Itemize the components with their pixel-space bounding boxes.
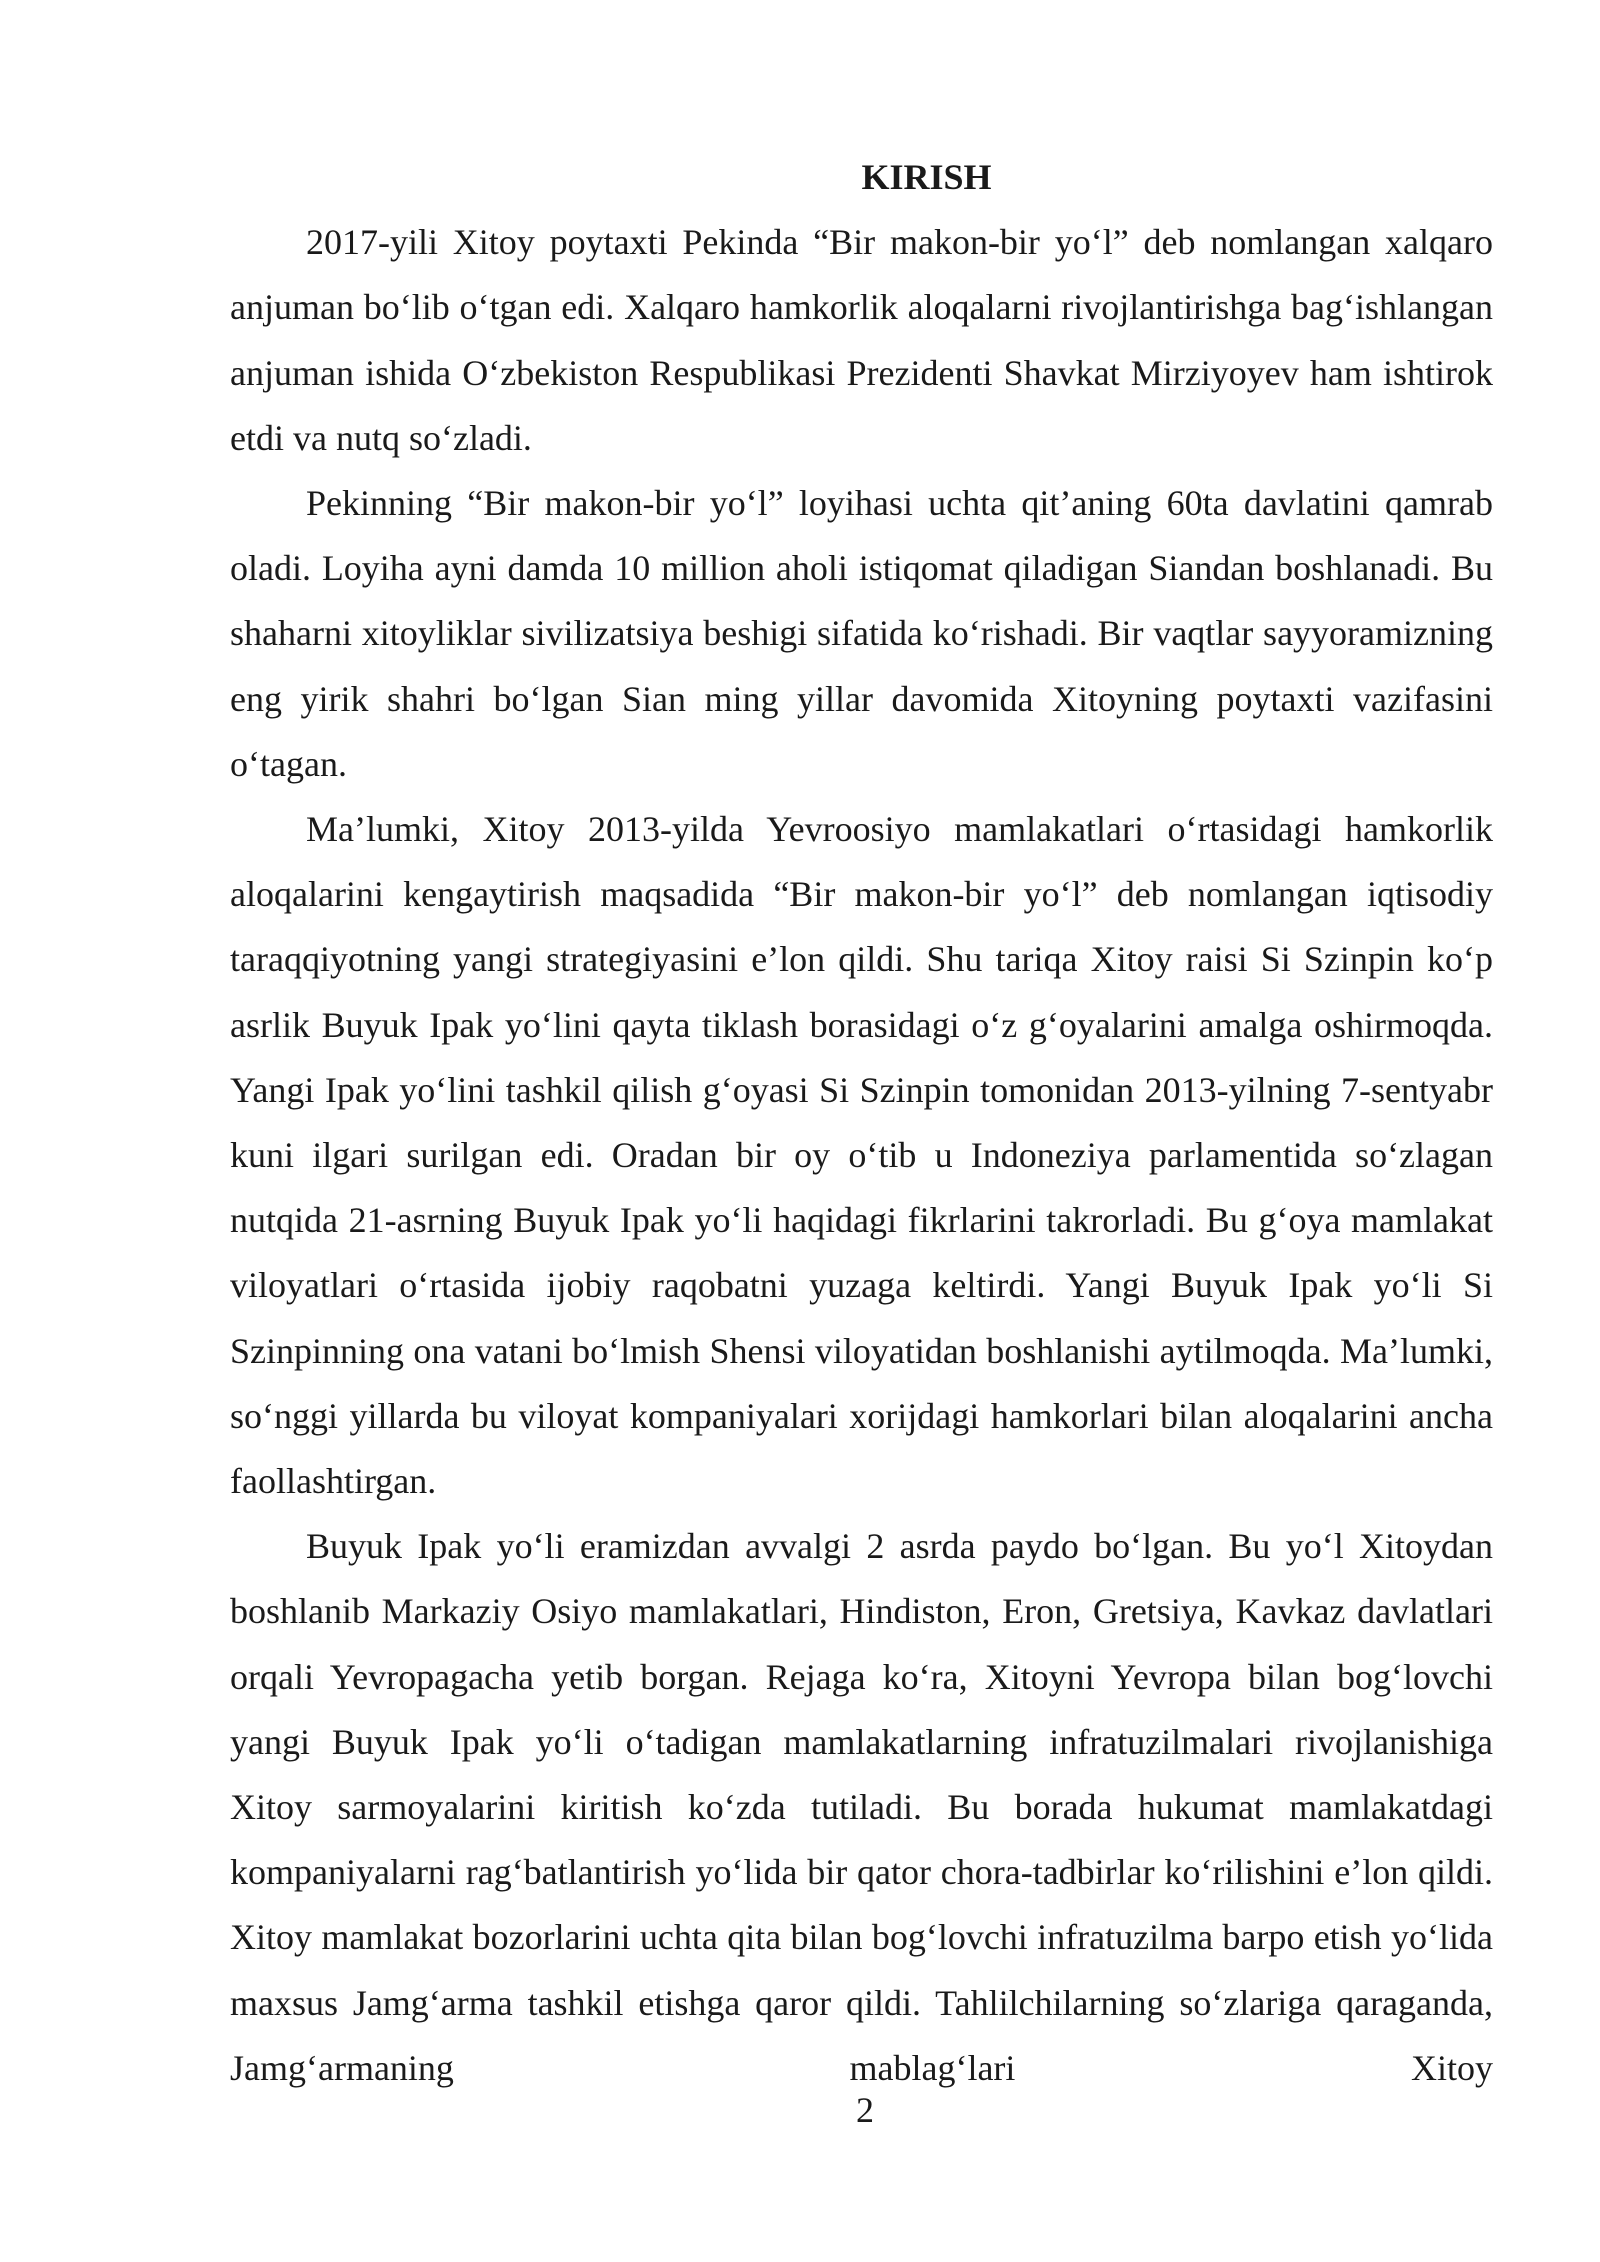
- document-body: [230, 145, 1493, 2101]
- section-heading: KIRISH: [861, 157, 992, 197]
- paragraph-4: Buyuk Ipak yo‘li eramizdan avvalgi 2 asrda paydo bo‘lgan. Bu yo‘l Xitoydan boshlanib Markaziy Osiyo mamlakatlari, Hindiston, Eron, Gretsiya, Kavkaz davlatlari orqali Yevropagacha yetib borgan. Rejaga ko‘ra, Xitoyni Yevropa bilan bog‘lovchi yangi Buyuk Ipak yo‘li o‘tadigan mamlakatlarning infratuzilmalari rivojlanishiga Xitoy sarmoyalarini kiritish ko‘zda tutiladi. Bu borada hukumat mamlakatdagi kompaniyalarni rag‘batlantirish yo‘lida bir qator chora-tadbirlar ko‘rilishini e’lon qildi. Xitoy mamlakat bozorlarini uchta qita bilan bog‘lovchi infratuzilma barpo etish yo‘lida maxsus Jamg‘arma tashkil etishga qaror qildi. Tahlilchilarning so‘zlariga qaraganda, Jamg‘armaning mablag‘lari Xitoy: [230, 1526, 1493, 2088]
- page-number: 2: [856, 2090, 874, 2130]
- paragraph-1: 2017-yili Xitoy poytaxti Pekinda “Bir makon-bir yo‘l” deb nomlangan xalqaro anjuman bo‘lib o‘tgan edi. Xalqaro hamkorlik aloqalarni rivojlantirishga bag‘ishlangan anjuman ishida O‘zbekiston Respublikasi Prezidenti Shavkat Mirziyoyev ham ishtirok etdi va nutq so‘zladi.: [230, 222, 1493, 458]
- paragraph-2: Pekinning “Bir makon-bir yo‘l” loyihasi uchta qit’aning 60ta davlatini qamrab oladi. Loyiha ayni damda 10 million aholi istiqomat qiladigan Siandan boshlanadi. Bu shaharni xitoyliklar sivilizatsiya beshigi sifatida ko‘rishadi. Bir vaqtlar sayyoramizning eng yirik shahri bo‘lgan Sian ming yillar davomida Xitoyning poytaxti vazifasini o‘tagan.: [230, 483, 1493, 784]
- paragraph-3: Ma’lumki, Xitoy 2013-yilda Yevroosiyo mamlakatlari o‘rtasidagi hamkorlik aloqalarini kengaytirish maqsadida “Bir makon-bir yo‘l” deb nomlangan iqtisodiy taraqqiyotning yangi strategiyasini e’lon qildi. Shu tariqa Xitoy raisi Si Szinpin ko‘p asrlik Buyuk Ipak yo‘lini qayta tiklash borasidagi o‘z g‘oyalarini amalga oshirmoqda. Yangi Ipak yo‘lini tashkil qilish g‘oyasi Si Szinpin tomonidan 2013-yilning 7-sentyabr kuni ilgari surilgan edi. Oradan bir oy o‘tib u Indoneziya parlamentida so‘zlagan nutqida 21-asrning Buyuk Ipak yo‘li haqidagi fikrlarini takrorladi. Bu g‘oya mamlakat viloyatlari o‘rtasida ijobiy raqobatni yuzaga keltirdi. Yangi Buyuk Ipak yo‘li Si Szinpinning ona vatani bo‘lmish Shensi viloyatidan boshlanishi aytilmoqda. Ma’lumki, so‘nggi yillarda bu viloyat kompaniyalari xorijdagi hamkorlari bilan aloqalarini ancha faollashtirgan.: [230, 809, 1493, 1502]
